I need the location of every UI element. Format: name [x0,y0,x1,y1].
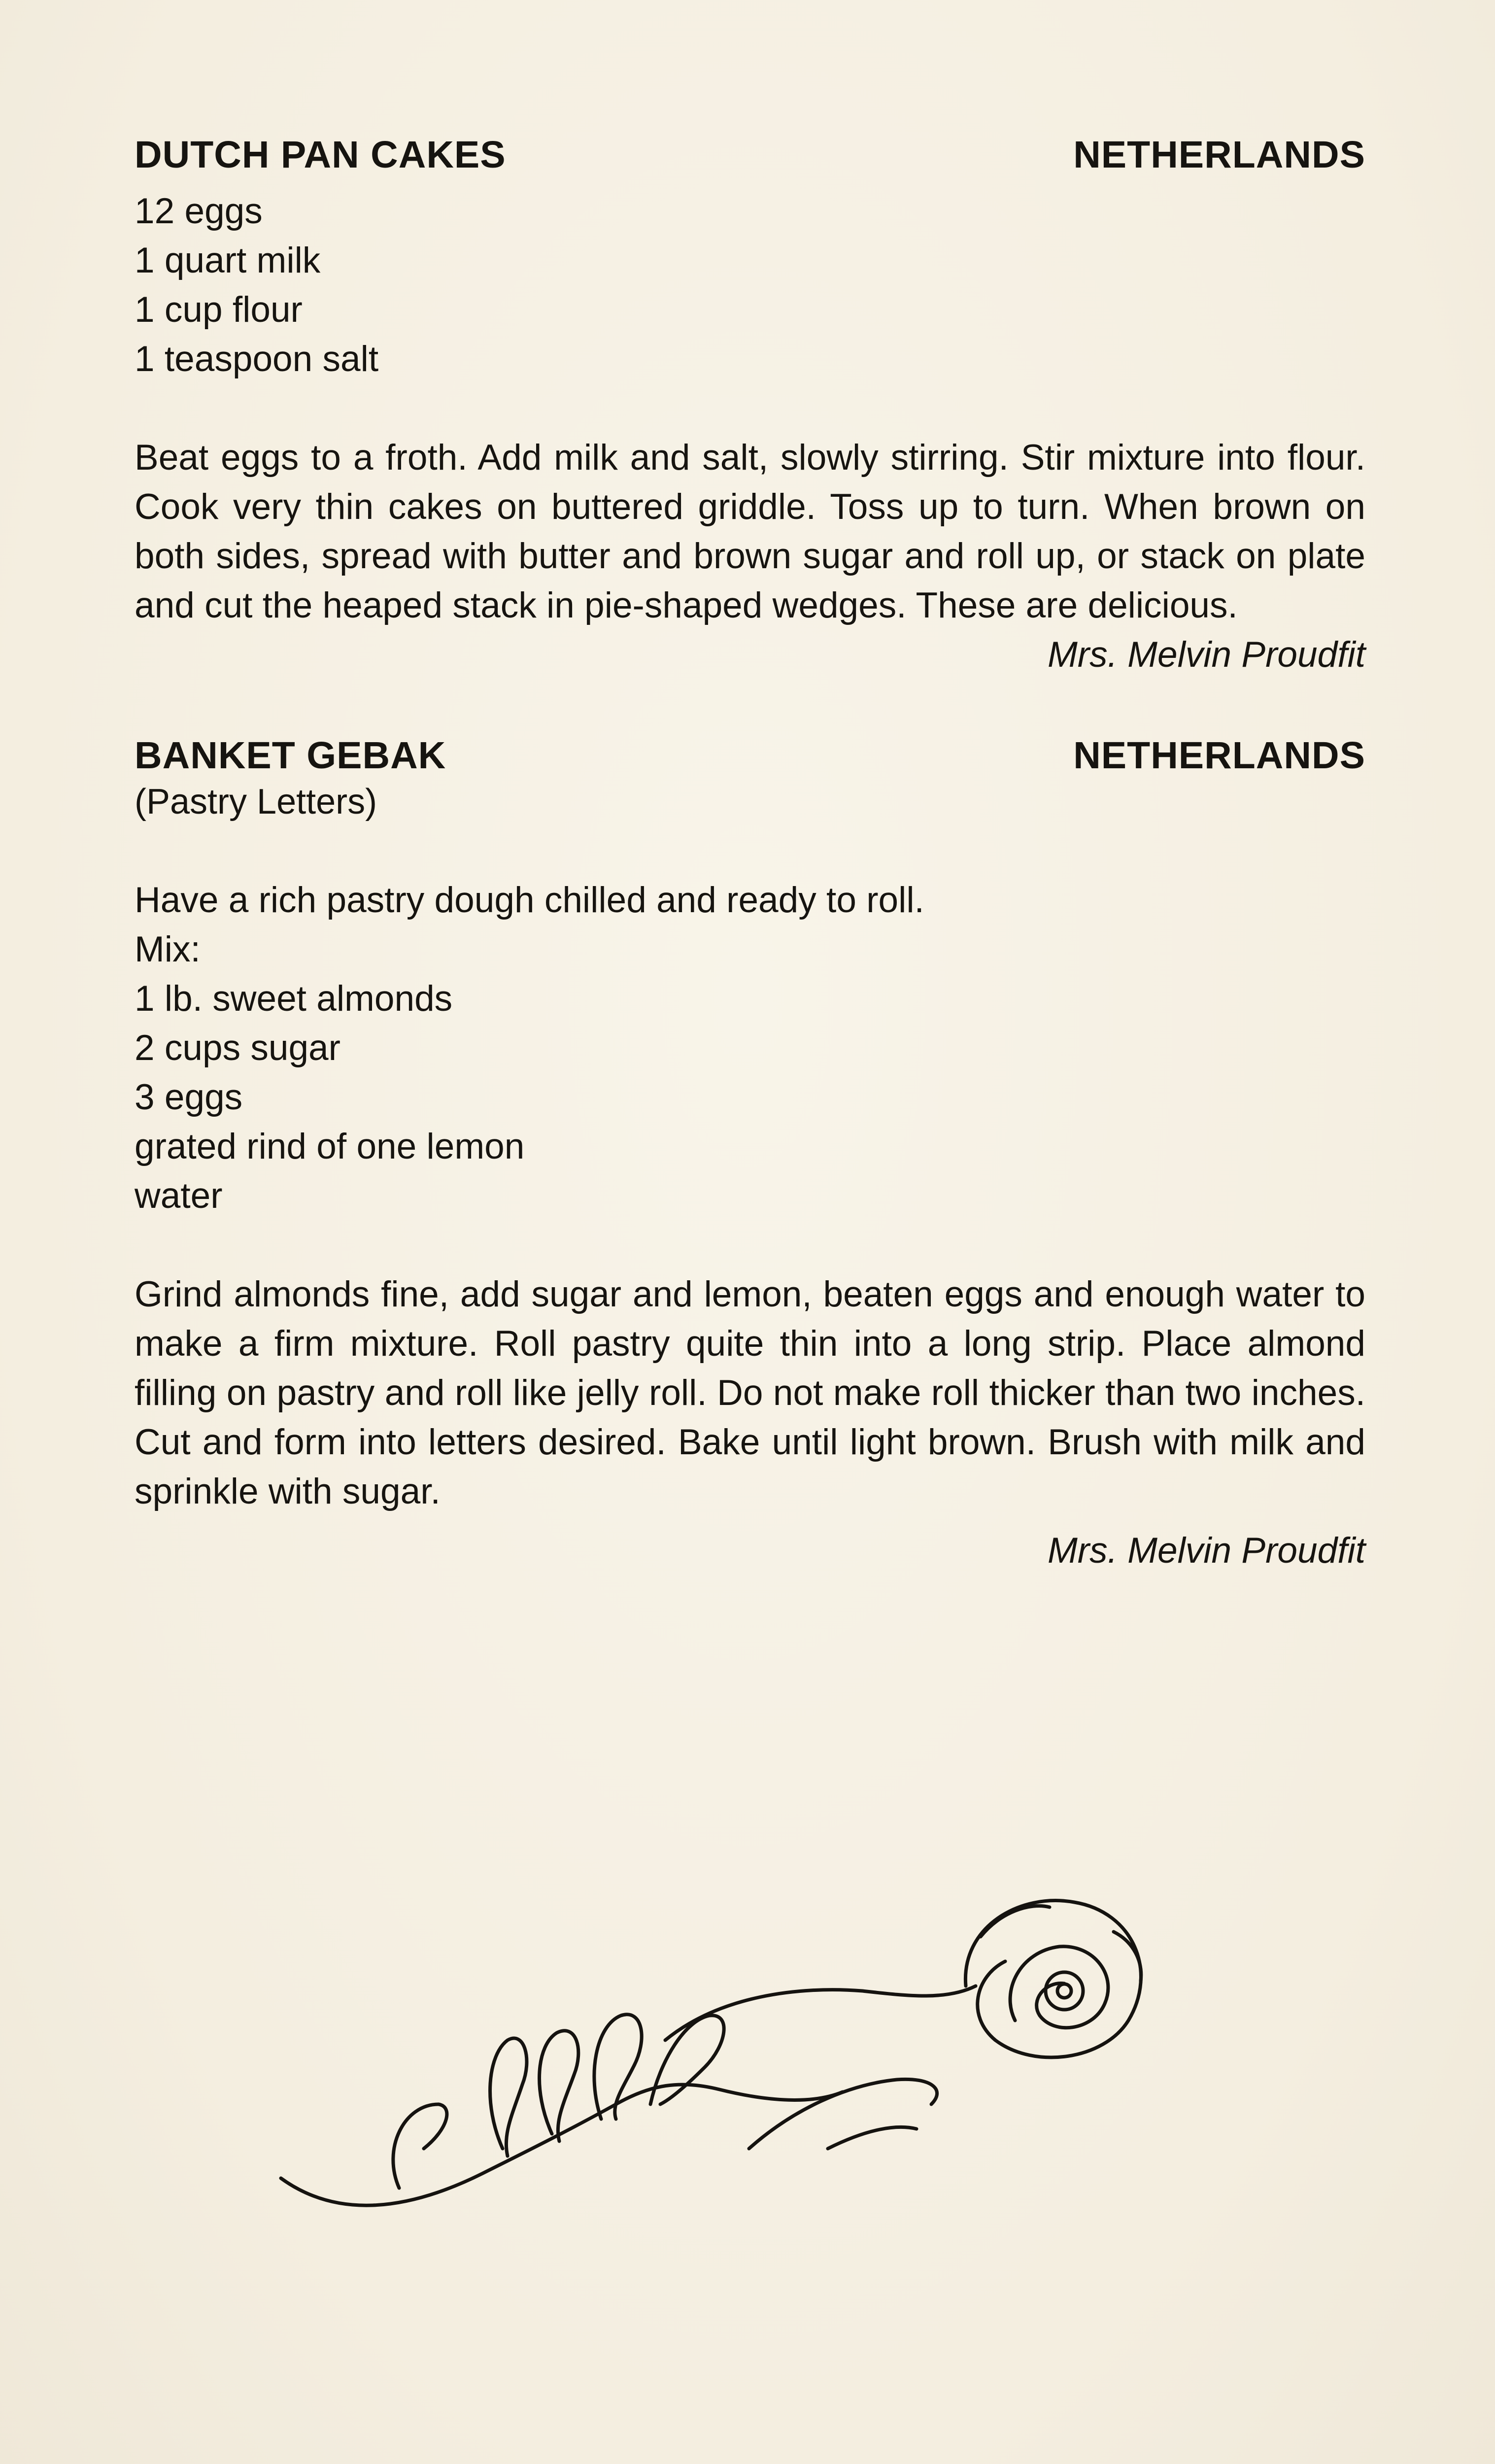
recipe-title: DUTCH PAN CAKES [135,134,506,176]
pastry-loop-1 [490,2038,527,2156]
mix-label: Mix: [135,929,201,970]
pastry-swirl-tail [828,2127,917,2149]
recipe-subtitle: (Pastry Letters) [135,782,377,822]
pastry-upper-arc [665,1986,976,2040]
pastry-spiral-petal-2 [1114,1932,1141,1981]
pastry-spiral-petal [981,1906,1050,1937]
ingredient-item: 2 cups sugar [135,1028,340,1068]
recipe-attribution: Mrs. Melvin Proudfit [1048,634,1365,675]
pastry-spiral-center [1057,1984,1071,1998]
pastry-spiral-ring [1046,1972,1083,2010]
pastry-loop-4 [650,2016,724,2104]
recipe-country: NETHERLANDS [1073,134,1365,176]
ingredient-item: water [135,1176,223,1216]
ingredient-item: 1 teaspoon salt [135,339,379,379]
recipe-intro: Have a rich pastry dough chilled and ready to roll. [135,880,924,921]
pastry-illustration [276,1873,1370,2218]
recipe-directions: Grind almonds fine, add sugar and lemon, beaten eggs and enough water to make a firm mixture. Roll pastry quite thin into a long strip. Place almond filling on pastry and roll like jelly roll. Do not make roll thicker than two inches. Cut and form into letters desired. Bake until light brown. Brush with milk and sprinkle with sugar. [135,1274,1365,1512]
recipe-dutch-pan-cakes [135,133,1365,680]
recipe-directions: Beat eggs to a froth. Add milk and salt, slowly stirring. Stir mixture into flour. Cook very thin cakes on buttered griddle. Toss up to turn. When brown on both sides, spread with butter and brown sugar and roll up, or stack on plate and cut the heaped stack in pie-shaped wedges. These are delicious. [135,437,1365,625]
recipe-title: BANKET GEBAK [135,734,446,777]
pastry-base-curve [281,2085,843,2205]
ingredient-item: 1 lb. sweet almonds [135,979,453,1019]
pastry-lower-flourish [749,2079,937,2149]
ingredient-item: 3 eggs [135,1077,243,1118]
ingredient-list [135,925,1365,1221]
recipe-banket-gebak [135,734,1365,1576]
pastry-loop-2 [540,2031,578,2141]
page-content [135,133,1365,1575]
ingredient-item: 1 cup flour [135,289,303,330]
pastry-hook-left [393,2104,447,2188]
recipe-country: NETHERLANDS [1073,734,1365,777]
ingredient-list [135,187,1365,384]
ingredient-item: 12 eggs [135,191,263,231]
recipe-header [135,734,1365,778]
recipe-attribution: Mrs. Melvin Proudfit [1048,1531,1365,1571]
ingredient-item: grated rind of one lemon [135,1127,525,1167]
ingredient-item: 1 quart milk [135,240,321,280]
recipe-header [135,133,1365,177]
